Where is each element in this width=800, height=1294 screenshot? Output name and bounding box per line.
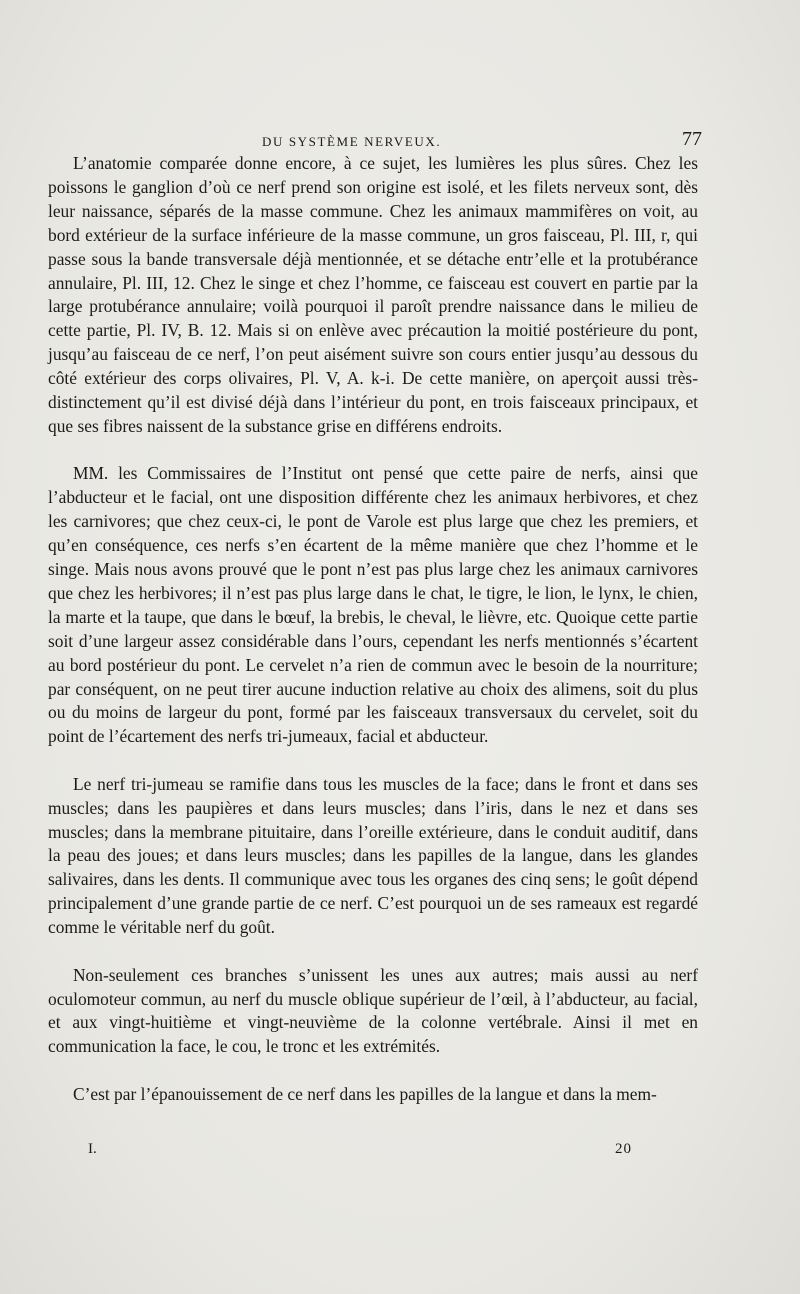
body-text [48,152,698,1107]
signature-mark: I. [88,1141,97,1157]
paragraph-trijumeau-ramifications: Le nerf tri-jumeau se ramifie dans tous les muscles de la face; dans le front et dans ses muscles; dans les paupières et dans leurs muscles; dans l’iris, dans le nez et dans ses muscles; dans la membrane pituitaire, dans l’oreille extérieure, dans le conduit auditif, dans la peau des joues; et dans leurs muscles; dans les papilles de la langue, dans les glandes salivaires, dans les dents. Il communique avec tous les organes des cinq sens; le goût dépend principalement d’une grande partie de ce nerf. C’est pourquoi un de ses rameaux est regardé comme le véritable nerf du goût. [48,773,698,938]
page-footer [48,1141,698,1165]
paragraph-commissaires: MM. les Commissaires de l’Institut ont pensé que cette paire de nerfs, ainsi que l’abducteur et le facial, ont une disposition différente chez les animaux herbivores, et chez les carnivores; que chez ceux-ci, le pont de Varole est plus large que chez les premiers, et qu’en conséquence, ces nerfs s’en écartent de la même manière que chez l’homme et le singe. Mais nous avons prouvé que le pont n’est pas plus large chez les animaux carnivores que chez les herbivores; il n’est pas plus large dans le chat, le tigre, le lion, le lynx, le chien, la marte et la taupe, que dans le bœuf, la brebis, le cheval, le lièvre, etc. Quoique cette partie soit d’une largeur assez considérable dans l’ours, cependant les nerfs mentionnés s’écartent au bord postérieur du pont. Le cervelet n’a rien de commun avec le besoin de la nourriture; par conséquent, on ne peut tirer aucune induction relative au choix des alimens, soit du plus ou du moins de largeur du pont, formé par les faisceaux transversaux du cervelet, soit du point de l’écartement des nerfs tri-jumeaux, facial et abducteur. [48,463,698,747]
running-head: DU SYSTÈME NERVEUX. [262,134,442,149]
page-header [48,128,706,154]
paragraph-branch-connections: Non-seulement ces branches s’unissent les unes aux autres; mais aussi au nerf oculomoteur commun, au nerf du muscle oblique supérieur de l’œil, à l’abducteur, au facial, et aux vingt-huitième et vingt-neuvième de la colonne vertébrale. Ainsi il met en communication la face, le cou, le tronc et les extrémités. [48,964,698,1057]
paragraph-continued: C’est par l’épanouissement de ce nerf dans les papilles de la langue et dans la mem- [73,1083,657,1104]
folio-number: 20 [615,1141,632,1157]
paragraph-comparative-anatomy: L’anatomie comparée donne encore, à ce sujet, les lumières les plus sûres. Chez les poissons le ganglion d’où ce nerf prend son origine est isolé, et les filets nerveux sont, dès leur naissance, séparés de la masse commune. Chez les animaux mammifères on voit, au bord extérieur de la surface inférieure de la masse commune, un gros faisceau, Pl. III, r, qui passe sous la bande transversale déjà mentionnée, et se détache entr’elle et la protubérance annulaire, Pl. III, 12. Chez le singe et chez l’homme, ce faisceau est couvert en partie par la large protubérance annulaire; voilà pourquoi il paroît prendre naissance dans le milieu de cette partie, Pl. IV, B. 12. Mais si on enlève avec précaution la moitié postérieure du pont, jusqu’au faisceau de ce nerf, l’on peut aisément suivre son cours entier jusqu’au dessous du côté extérieur des corps olivaires, Pl. V, A. k-i. De cette manière, on aperçoit aussi très-distinctement qu’il est divisé déjà dans l’intérieur du pont, en trois faisceaux principaux, et que ses fibres naissent de la substance grise en différens endroits. [48,153,698,436]
page-number: 77 [682,128,702,150]
